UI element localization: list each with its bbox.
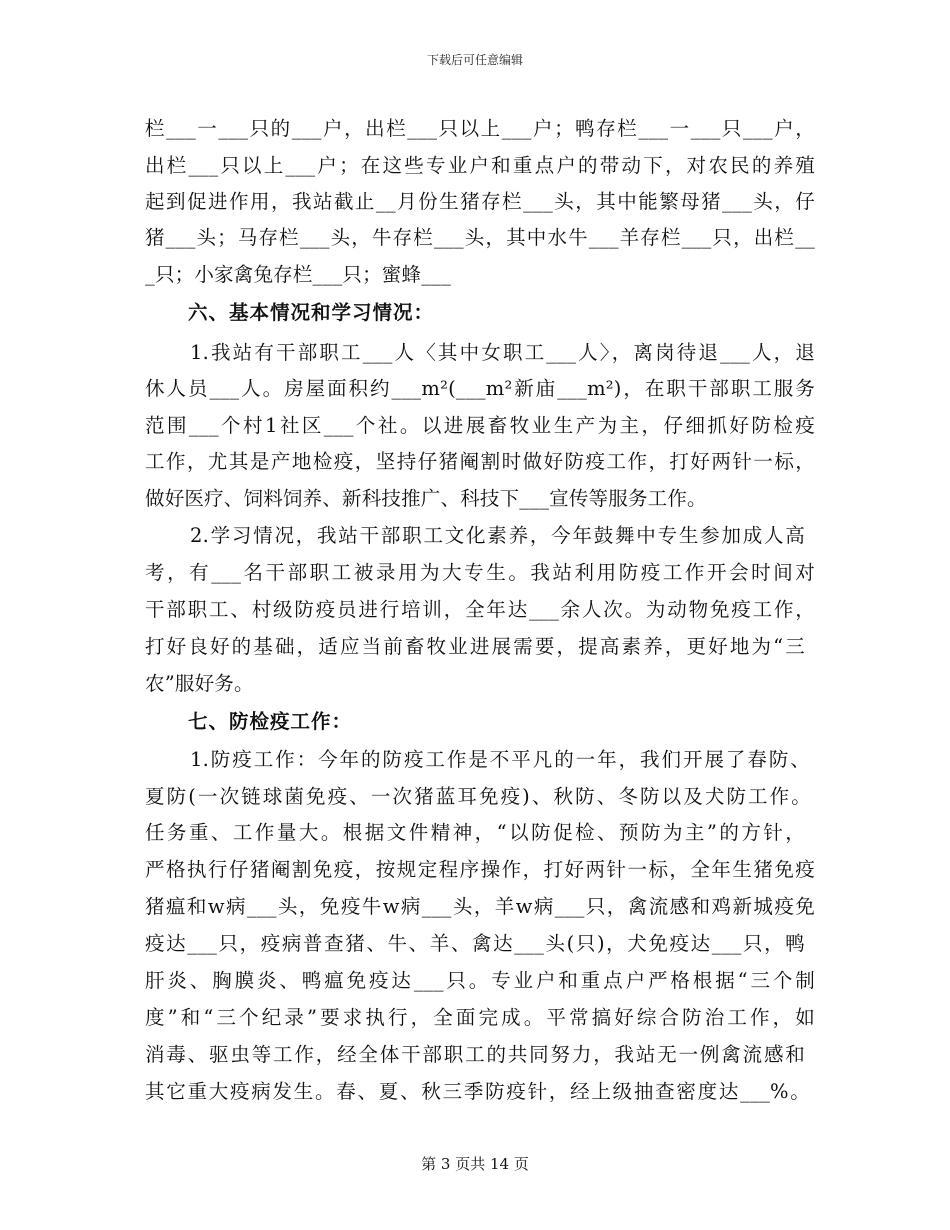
body-line: 出栏___只以上___户；在这些专业户和重点户的带动下，对农民的养殖	[145, 154, 815, 177]
body-line: 肝炎、胸膜炎、鸭瘟免疫达___只。专业户和重点户严格根据“三个制	[145, 969, 815, 992]
body-line: 消毒、驱虫等工作，经全体干部职工的共同努力，我站无一例禽流感和	[145, 1043, 805, 1066]
body-line: 干部职工、村级防疫员进行培训，全年达___余人次。为动物免疫工作，	[145, 598, 815, 621]
body-line: 任务重、工作量大。根据文件精神，“以防促检、预防为主”的方针，	[145, 821, 805, 844]
body-line: 猪瘟和w病___头，免疫牛w病___头，羊w病___只，禽流感和鸡新城疫免	[145, 895, 815, 918]
body-line: 夏防(一次链球菌免疫、一次猪蓝耳免疫)、秋防、冬防以及犬防工作。	[145, 785, 811, 808]
body-line: 做好医疗、饲料饲养、新科技推广、科技下___宣传等服务工作。	[145, 487, 707, 510]
body-line: 范围___个村1社区___个社。以进展畜牧业生产为主，仔细抓好防检疫	[145, 414, 815, 437]
body-line: 工作，尤其是产地检疫，坚持仔猪阉割时做好防疫工作，打好两针一标，	[145, 450, 815, 473]
body-line: 打好良好的基础，适应当前畜牧业进展需要，提高素养，更好地为“三	[145, 635, 805, 658]
section-heading-six: 六、基本情况和学习情况：	[188, 301, 435, 324]
body-line: 栏___一___只的___户，出栏___只以上___户；鸭存栏___一___只___户，	[145, 117, 815, 140]
body-line: _只；小家禽兔存栏___只；蜜蜂___	[145, 263, 452, 286]
body-line: 猪___头；马存栏___头，牛存栏___头，其中水牛___羊存栏___只，出栏__	[145, 226, 815, 249]
body-line: 1.我站有干部职工___人〈其中女职工___人〉，离岗待退___人，退	[190, 341, 815, 364]
body-line: 度”和“三个纪录”要求执行，全面完成。平常搞好综合防治工作，如	[145, 1006, 815, 1029]
page-header: 下载后可任意编辑	[426, 53, 523, 67]
body-line: 疫达___只，疫病普查猪、牛、羊、禽达___头(只)，犬免疫达___只，鸭	[145, 932, 805, 955]
body-line: 农”服好务。	[145, 672, 254, 695]
section-heading-seven: 七、防检疫工作：	[188, 710, 353, 733]
body-line: 起到促进作用，我站截止__月份生猪存栏___头，其中能繁母猪___头，仔	[145, 190, 815, 213]
body-line: 休人员___人。房屋面积约___m²(___m²新庙___m²)，在职干部职工服务	[145, 377, 815, 400]
body-line: 1.防疫工作：今年的防疫工作是不平凡的一年，我们开展了春防、	[190, 748, 810, 771]
body-line: 其它重大疫病发生。春、夏、秋三季防疫针，经上级抽查密度达___%。	[145, 1080, 810, 1103]
body-line: 考，有___名干部职工被录用为大专生。我站利用防疫工作开会时间对	[145, 561, 815, 584]
body-line: 2.学习情况，我站干部职工文化素养，今年鼓舞中专生参加成人高	[190, 524, 805, 547]
page-footer: 第 3 页共 14 页	[421, 1155, 529, 1173]
body-line: 严格执行仔猪阉割免疫，按规定程序操作，打好两针一标，全年生猪免疫	[145, 858, 815, 881]
